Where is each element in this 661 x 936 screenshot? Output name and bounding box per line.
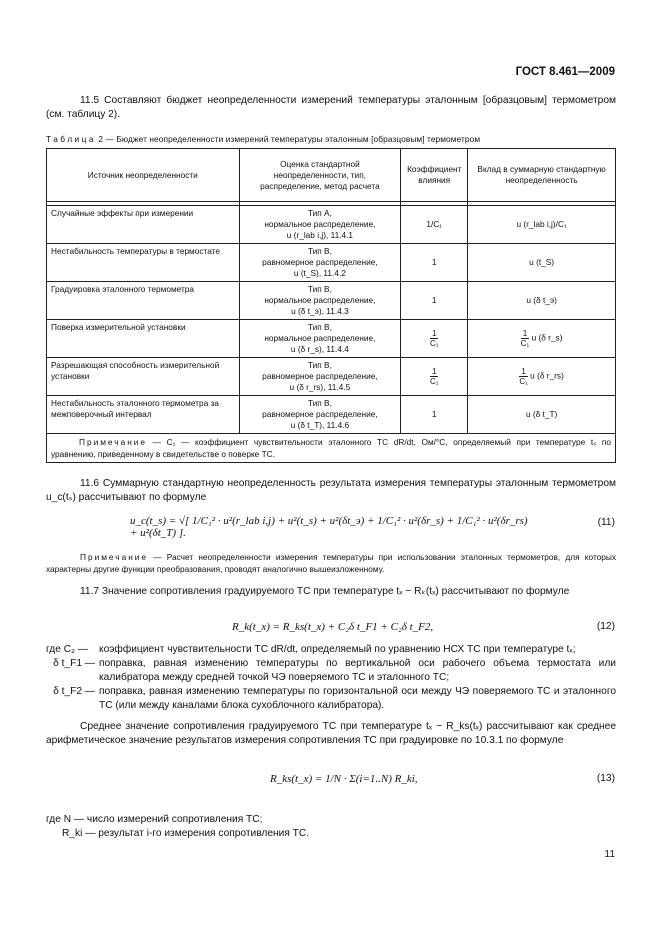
row-estimate: Тип В, равномерное распределение, u (t_S), 11.4.2 [239, 244, 401, 282]
equation-number-12: (12) [596, 621, 615, 632]
document-code: ГОСТ 8.461—2009 [515, 66, 615, 78]
row-contribution: u (δ t_э) [468, 282, 616, 320]
row-coefficient: 1/C₁ [401, 206, 468, 244]
contrib-fraction: $\frac{1}{\text{C₁}}$ [520, 329, 530, 348]
paragraph-11-7: 11.7 Значение сопротивления градуируемого ТС при температуре tₓ − Rₖ(tₓ) рассчитывают по формуле [80, 586, 570, 597]
definitions-12 [46, 643, 616, 713]
formula-13: R_ks(t_x) = 1/N · Σ(i=1..N) R_ki, [270, 773, 418, 785]
table-row [47, 282, 616, 320]
table-row [47, 396, 616, 434]
row-source: Нестабильность температуры в термостате [47, 244, 240, 282]
row-coefficient [401, 358, 468, 396]
definition-c2: где C₂ — коэффициент чувствительности ТС dR/dt, определяемый по уравнению НСХ ТС при температуре tₓ; [46, 644, 576, 655]
row-source: Разрешающая способность измерительной установки [47, 358, 240, 396]
row-source: Случайные эффекты при измерении [47, 206, 240, 244]
coef-fraction: $\frac{1}{\text{C₁}}$ [430, 367, 439, 386]
table-caption-word: Таблица [46, 134, 97, 144]
uncertainty-budget-table [46, 148, 616, 463]
row-coefficient: 1 [401, 282, 468, 320]
row-contribution: $\frac{1}{\text{C₁}}$ u (δ r_rs) [468, 358, 616, 396]
table-note: Примечание — C₁ — коэффициент чувствительности эталонного ТС dR/dt, Ом/°С, определяемый при температуре tₛ по уравнению, приведенному в свидетельстве о поверке ТС. [47, 434, 616, 463]
contrib-fraction: $\frac{1}{\text{C₁}}$ [519, 367, 528, 386]
equation-number-13: (13) [596, 773, 615, 784]
row-coefficient: 1 [401, 396, 468, 434]
definition-tf1: δ t_F1 — поправка, равная изменению температуры по вертикальной оси рабочего объема термостата или калибратора между средней точкой ЧЭ поверяемого ТС и эталонного ТС; [53, 658, 616, 683]
equation-number-11: (11) [597, 517, 615, 528]
row-estimate: Тип В, равномерное распределение, u (δ t_T), 11.4.6 [239, 396, 401, 434]
header-source: Источник неопределенности [47, 149, 240, 202]
header-coefficient: Коэффициент влияния [401, 149, 468, 202]
row-coefficient [401, 320, 468, 358]
paragraph-average: Среднее значение сопротивления градуируемого ТС при температуре tₓ − R_ks(tₓ) рассчитывают как среднее арифметическое значение результатов измерения сопротивления ТС при градуировке по 10.3.1 по формуле [46, 721, 616, 746]
header-estimate: Оценка стандартной неопределенности, тип, распределение, метод расчета [239, 149, 401, 202]
definition-tf2: δ t_F2 — поправка, равная изменению температуры по горизонтальной оси между ЧЭ поверяемого ТС и эталонного ТС (или между каналами блока сухоблочного калибратора). [53, 686, 616, 711]
table-row [47, 244, 616, 282]
formula-12: R_k(t_x) = R_ks(t_x) + C₂δ t_F1 + C₂δ t_F2, [232, 621, 434, 633]
table-note-row [47, 434, 616, 463]
row-estimate: Тип В, нормальное распределение, u (δ t_э), 11.4.3 [239, 282, 401, 320]
header-contribution: Вклад в суммарную стандартную неопределенность [468, 149, 616, 202]
paragraph-11-6: 11.6 Суммарную стандартную неопределенность результата измерения температуры эталонным термометром u_c(tₛ) рассчитывают по формуле [46, 478, 616, 503]
row-estimate: Тип В, нормальное распределение, u (δ r_s), 11.4.4 [239, 320, 401, 358]
row-estimate: Тип В, равномерное распределение, u (δ r_rs), 11.4.5 [239, 358, 401, 396]
row-coefficient: 1 [401, 244, 468, 282]
table-caption-text: 2 — Бюджет неопределенности измерений температуры эталонным [образцовым] термометром [96, 134, 481, 144]
table-header-row [47, 149, 616, 202]
row-contribution: u (t_S) [468, 244, 616, 282]
row-contribution: u (r_lab i,j)/C₁ [468, 206, 616, 244]
note-conversion: Примечание — Расчет неопределенности измерения температуры при использовании эталонных термометров, для которых характерны другие функции преобразования, проводят аналогично вышеизложенному. [46, 552, 616, 574]
row-contribution: $\frac{1}{\text{C₁}}$ u (δ r_s) [468, 320, 616, 358]
definition-n: где N — число измерений сопротивления ТС; [46, 814, 263, 825]
table-caption [46, 134, 626, 144]
coef-fraction: $\frac{1}{\text{C₁}}$ [430, 329, 439, 348]
row-source: Поверка измерительной установки [47, 320, 240, 358]
formula-11: u_c(t_s) = √[ 1/C₁² · u²(r_lab i,j) + u²(t_s) + u²(δt_э) + 1/C₁² · u²(δr_s) + 1/C₁² · u²(δr_rs) + u²(δt_T) ]. [130, 515, 528, 539]
table-row [47, 206, 616, 244]
row-source: Нестабильность эталонного термометра за межповерочный интервал [47, 396, 240, 434]
row-estimate: Тип А, нормальное распределение, u (r_lab i,j), 11.4.1 [239, 206, 401, 244]
table-row [47, 320, 616, 358]
table-row [47, 358, 616, 396]
paragraph-11-5: 11.5 Составляют бюджет неопределенности измерений температуры эталонным [образцовым] термометром (см. таблицу 2). [46, 95, 616, 120]
row-contribution: u (δ t_T) [468, 396, 616, 434]
page-number: 11 [604, 849, 615, 860]
definition-rki: R_ki — результат i-го измерения сопротивления ТС. [62, 828, 310, 839]
row-source: Градуировка эталонного термометра [47, 282, 240, 320]
